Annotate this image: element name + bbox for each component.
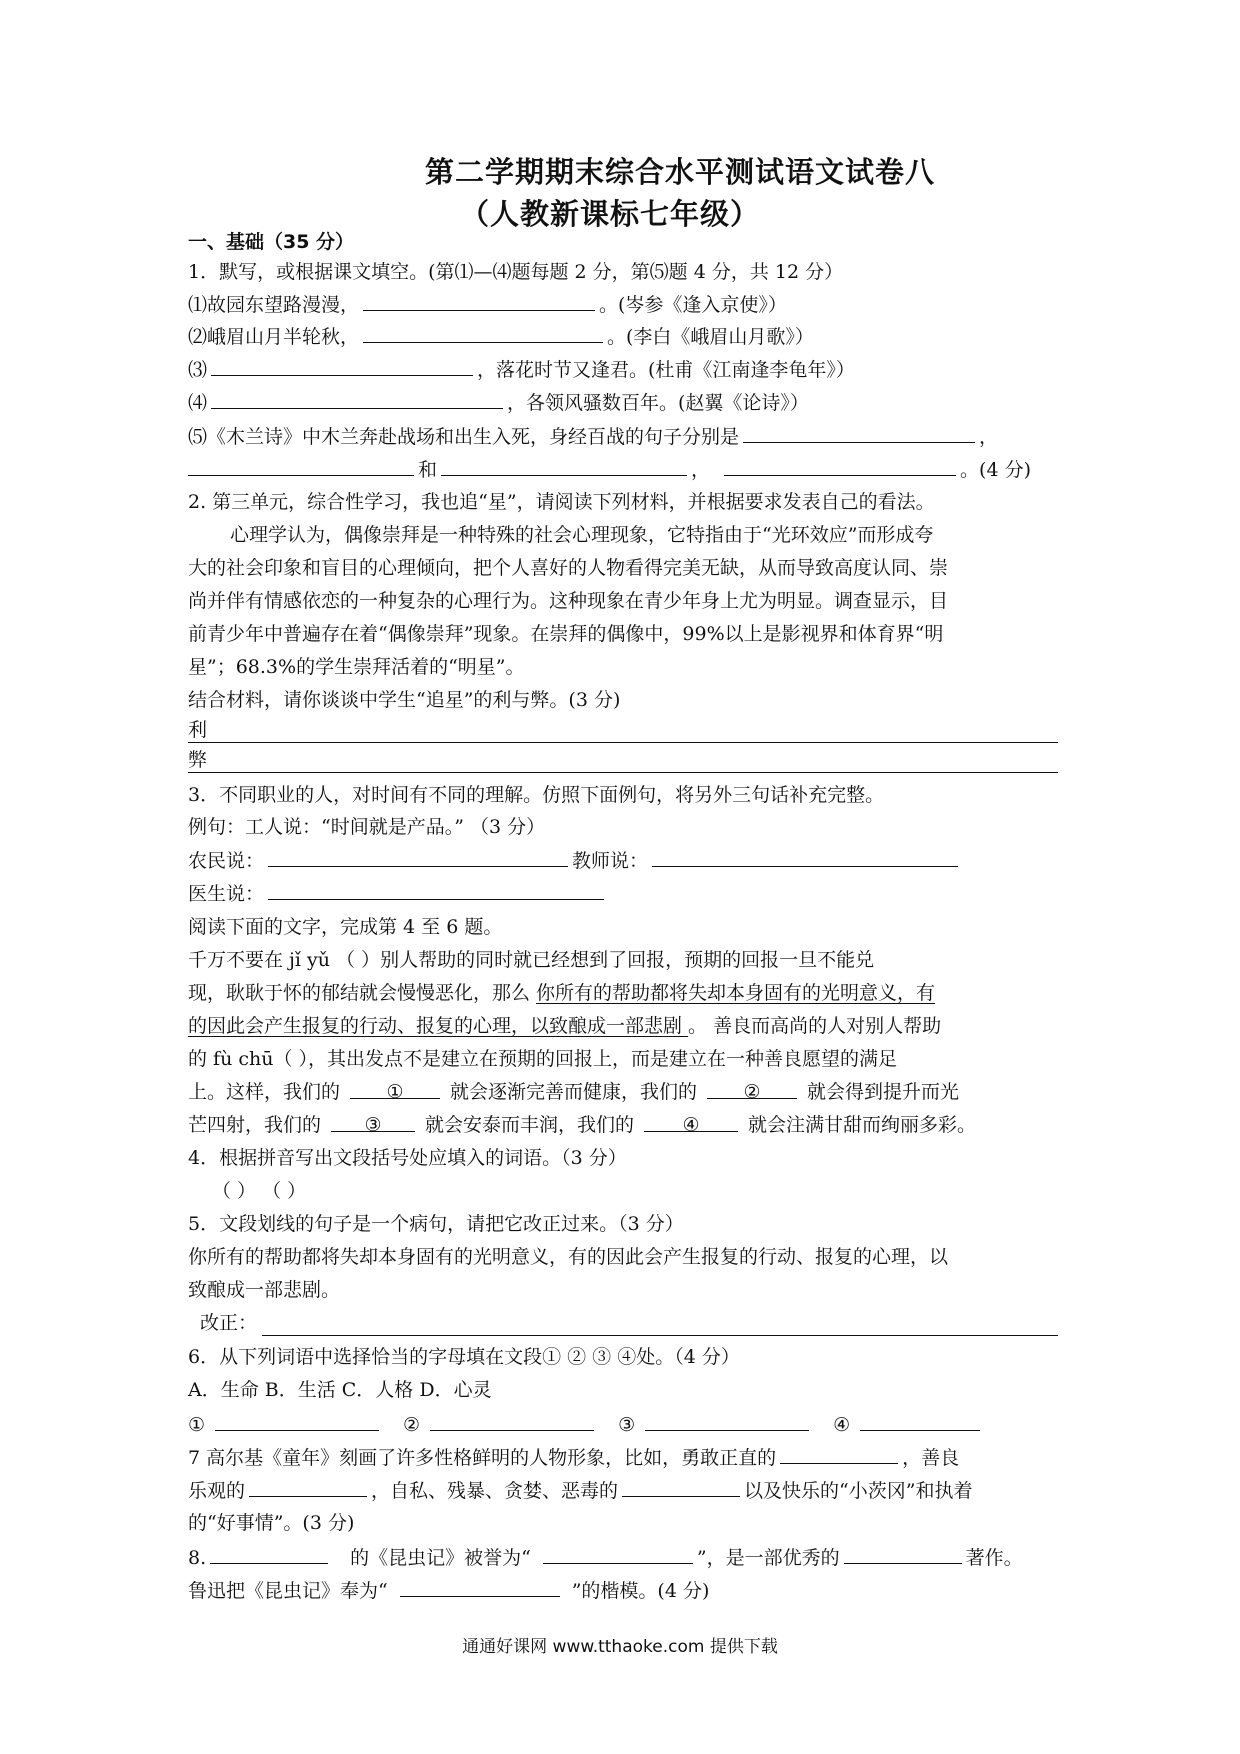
q2-para-line: 前青少年中普遍存在着“偶像崇拜”现象。在崇拜的偶像中，99%以上是影视界和体育界“明 [188, 623, 944, 645]
reading-text: 。 善良而高尚的人对别人帮助 [688, 1015, 942, 1037]
q3-farmer-label: 农民说： [188, 850, 265, 872]
q2-pro-answer-line[interactable] [188, 742, 1058, 743]
blank-3[interactable] [331, 1111, 415, 1136]
q7-text: ，自私、残暴、贪婪、恶毒的 [371, 1480, 619, 1502]
section-heading: 一、基础（35 分） [188, 231, 355, 253]
q8-text: 的《昆虫记》被誉为“ [350, 1547, 531, 1569]
q5-answer-line[interactable] [262, 1335, 1058, 1336]
q8-text: 8. [188, 1547, 207, 1569]
q3-example: 例句：工人说：“时间就是产品。” （3 分） [188, 816, 546, 838]
q1-line1 [188, 290, 787, 319]
q2-para-line: 星”；68.3%的学生崇拜活着的“明星”。 [188, 656, 525, 678]
reading-line: 千万不要在 jǐ yǔ （ ）别人帮助的同时就已经想到了回报，预期的回报一旦不能兑 [188, 949, 875, 971]
reading-text: 芒四射，我们的 [188, 1114, 322, 1136]
circled-2: ② [743, 1081, 761, 1103]
q1-line4 [188, 388, 809, 417]
q1-l4-text: ，各领风骚数百年。(赵翼《论诗》） [507, 392, 809, 414]
answer-blank[interactable] [268, 846, 568, 867]
answer-blank[interactable] [363, 290, 595, 311]
q4-stem: 4．根据拼音写出文段括号处应填入的词语。（3 分） [188, 1147, 627, 1169]
q8-line1 [188, 1543, 1023, 1572]
q5-stem: 5．文段划线的句子是一个病句，请把它改正过来。（3 分） [188, 1213, 684, 1235]
reading-text: 上。这样，我们的 [188, 1081, 341, 1103]
answer-blank[interactable] [215, 1410, 379, 1431]
q3-teacher-label: 教师说： [572, 850, 649, 872]
q6-options: A．生命 B．生活 C．人格 D．心灵 [188, 1379, 492, 1401]
q2-ask: 结合材料，请你谈谈中学生“追星”的利与弊。(3 分) [188, 689, 621, 711]
blank-2[interactable] [707, 1078, 797, 1103]
q5-fix-label: 改正： [200, 1312, 258, 1334]
answer-blank[interactable] [652, 846, 958, 867]
q3-stem: 3．不同职业的人，对时间有不同的理解。仿照下面例句，将另外三句话补充完整。 [188, 784, 885, 806]
q1-stem: 1．默写，或根据课文填空。(第⑴—⑷题每题 2 分，第⑸题 4 分，共 12 分） [188, 261, 844, 283]
q7-text: 7 高尔基《童年》刻画了许多性格鲜明的人物形象，比如，勇敢正直的 [188, 1447, 777, 1469]
reading-text: 就会注满甘甜而绚丽多彩。 [748, 1114, 977, 1136]
q7-line1 [188, 1443, 959, 1472]
q6-label-4: ④ [833, 1414, 851, 1436]
q3-line-farmer-teacher [188, 846, 962, 875]
q8-text: 鲁迅把《昆虫记》奉为“ [188, 1580, 388, 1602]
q2-stem: 2. 第三单元，综合性学习，我也追“星”，请阅读下列材料，并根据要求发表自己的看法。 [188, 491, 935, 513]
answer-blank[interactable] [645, 1410, 809, 1431]
q8-text: 著作。 [965, 1547, 1023, 1569]
answer-blank[interactable] [743, 422, 975, 443]
reading-text: 现，耿耿于怀的郁结就会慢慢恶化，那么 [188, 982, 537, 1004]
q1-l5-comma: ， [979, 426, 999, 448]
underlined-sentence: 你所有的帮助都将失却本身固有的光明意义，有 [536, 982, 936, 1004]
q6-label-2: ② [403, 1414, 421, 1436]
blank-1[interactable] [350, 1078, 440, 1103]
reading-line [188, 1078, 959, 1106]
page-footer: 通通好课网 www.tthaoke.com 提供下载 [462, 1637, 778, 1657]
q6-label-3: ③ [618, 1414, 636, 1436]
answer-blank[interactable] [249, 1476, 367, 1497]
reading-intro: 阅读下面的文字，完成第 4 至 6 题。 [188, 916, 503, 938]
q2-con-answer-line[interactable] [188, 772, 1058, 773]
q1-l1-source: 。(岑参《逢入京使》） [599, 294, 787, 316]
answer-blank[interactable] [210, 1543, 328, 1564]
answer-blank[interactable] [268, 879, 604, 900]
q2-para-line: 大的社会印象和盲目的心理倾向，把个人喜好的人物看得完美无缺，从而导致高度认同、崇 [188, 557, 949, 579]
reading-text: 就会逐渐完善而健康，我们的 [450, 1081, 698, 1103]
reading-line: 的 fù chū（ ），其出发点不是建立在预期的回报上，而是建立在一种善良愿望的满足 [188, 1048, 898, 1070]
q7-text: 乐观的 [188, 1480, 246, 1502]
q4-answer-parens[interactable]: （ ） （ ） [212, 1180, 307, 1202]
page-title: 第二学期期末综合水平测试语文试卷八 [424, 155, 935, 189]
q1-l6-score: 。(4 分) [960, 459, 1031, 481]
q7-text: ，善良 [902, 1447, 960, 1469]
q1-line2 [188, 322, 814, 351]
q3-line-doctor [188, 879, 608, 908]
reading-line [188, 1111, 976, 1139]
q7-text: 以及快乐的“小茨冈”和执着 [744, 1480, 973, 1502]
q1-line6 [188, 455, 1031, 484]
underlined-sentence: 的因此会产生报复的行动、报复的心理，以致酿成一部悲剧 [188, 1015, 689, 1037]
q6-answers [188, 1410, 984, 1439]
q7-line3: 的“好事情”。(3 分) [188, 1512, 355, 1534]
page-subtitle: （人教新课标七年级） [459, 197, 760, 231]
q1-l3-num: ⑶ [188, 359, 208, 381]
q1-l2-text: ⑵峨眉山月半轮秋， [188, 326, 360, 348]
answer-blank[interactable] [363, 322, 603, 343]
reading-line [188, 1012, 941, 1040]
q1-l4-num: ⑷ [188, 392, 208, 414]
reading-text: 就会安泰而丰润，我们的 [425, 1114, 635, 1136]
q1-l5-text: ⑸《木兰诗》中木兰奔赴战场和出生入死，身经百战的句子分别是 [188, 426, 740, 448]
blank-4[interactable] [644, 1111, 738, 1136]
q1-line3 [188, 355, 855, 384]
q5-sentence: 致酿成一部悲剧。 [188, 1279, 341, 1301]
q2-para-line: 心理学认为，偶像崇拜是一种特殊的社会心理现象，它特指由于“光环效应”而形成夸 [230, 524, 934, 546]
circled-3: ③ [364, 1114, 382, 1136]
answer-blank[interactable] [780, 1443, 898, 1464]
reading-line [188, 979, 935, 1007]
q6-label-1: ① [188, 1414, 206, 1436]
q7-line2 [188, 1476, 972, 1505]
q2-pro-label: 利 [188, 719, 208, 741]
answer-blank[interactable] [622, 1476, 740, 1497]
answer-blank[interactable] [543, 1543, 693, 1564]
answer-blank[interactable] [860, 1410, 980, 1431]
q8-text: ”的楷模。(4 分) [571, 1580, 710, 1602]
q1-l3-text: ，落花时节又逢君。(杜甫《江南逢李龟年》） [477, 359, 855, 381]
answer-blank[interactable] [400, 1576, 560, 1597]
answer-blank[interactable] [844, 1543, 962, 1564]
answer-blank[interactable] [211, 355, 473, 376]
answer-blank[interactable] [724, 455, 956, 476]
answer-blank[interactable] [211, 388, 503, 409]
q1-l1-text: ⑴故园东望路漫漫， [188, 294, 360, 316]
q1-l6-comma: ， [691, 459, 711, 481]
reading-text: 就会得到提升而光 [807, 1081, 960, 1103]
answer-blank[interactable] [430, 1410, 594, 1431]
q8-text: ”，是一部优秀的 [696, 1547, 840, 1569]
q2-para-line: 尚并伴有情感依恋的一种复杂的心理行为。这种现象在青少年身上尤为明显。调查显示，目 [188, 590, 949, 612]
q6-stem: 6．从下列词语中选择恰当的字母填在文段① ② ③ ④处。（4 分） [188, 1346, 740, 1368]
answer-blank[interactable] [188, 455, 414, 476]
q1-line5 [188, 422, 998, 451]
q1-l2-source: 。(李白《峨眉山月歌》） [607, 326, 814, 348]
circled-4: ④ [682, 1114, 700, 1136]
circled-1: ① [386, 1081, 404, 1103]
q1-l6-and: 和 [418, 459, 438, 481]
q8-line2 [188, 1576, 709, 1605]
answer-blank[interactable] [441, 455, 687, 476]
q2-con-label: 弊 [188, 749, 208, 771]
q3-doctor-label: 医生说： [188, 883, 265, 905]
q5-sentence: 你所有的帮助都将失却本身固有的光明意义，有的因此会产生报复的行动、报复的心理，以 [188, 1246, 949, 1268]
